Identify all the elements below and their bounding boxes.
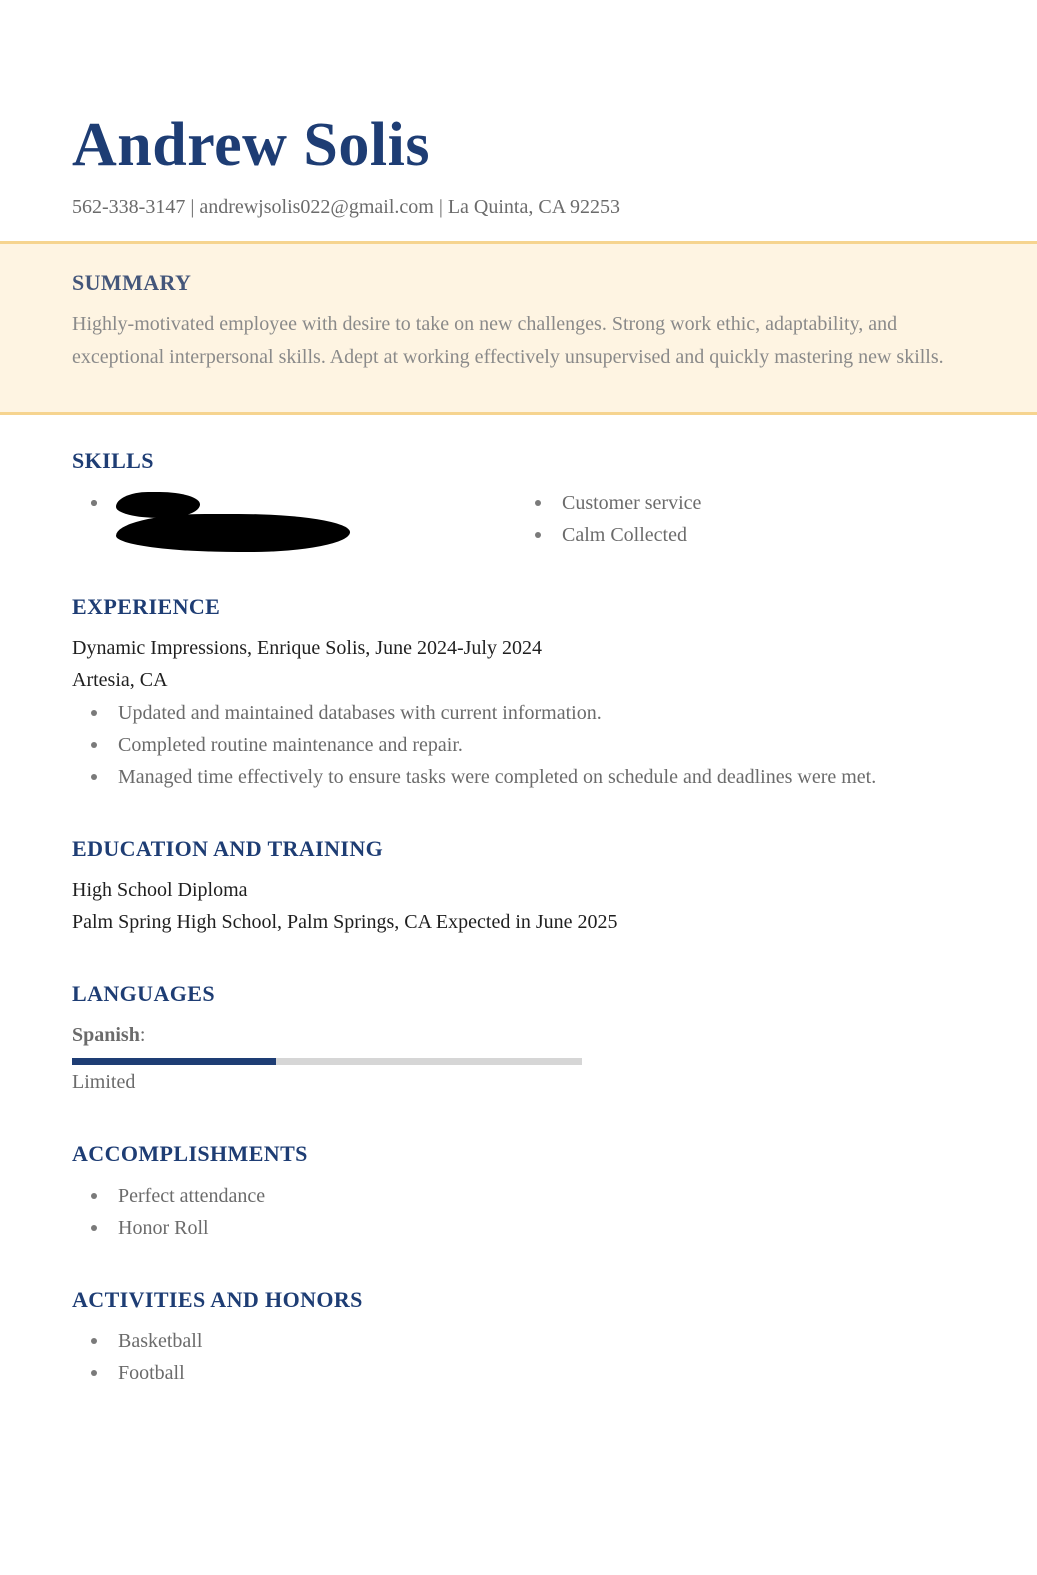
language-label: [72, 1019, 145, 1051]
accomplishments-title: ACCOMPLISHMENTS: [72, 1141, 308, 1166]
experience-bullet: Managed time effectively to ensure tasks were completed on schedule and deadlines were met.: [72, 761, 876, 793]
language-level-bar: [72, 1058, 582, 1065]
redaction-mark: [116, 514, 350, 552]
experience-bullets: [72, 697, 876, 793]
summary-text: Highly-motivated employee with desire to take on new challenges. Strong work ethic, adaptability, and exceptional interpersonal skills. Adept at working effectively unsupervised and quickly mastering new skills.: [72, 313, 944, 368]
skill-item: Customer service: [516, 487, 701, 519]
experience-bullet: Completed routine maintenance and repair.: [72, 729, 876, 761]
candidate-name: Andrew Solis: [72, 111, 430, 179]
languages-title: LANGUAGES: [72, 981, 215, 1006]
accomplishments-list: [72, 1180, 265, 1244]
skills-title: SKILLS: [72, 448, 154, 473]
accomplishment-item: Perfect attendance: [72, 1180, 265, 1212]
experience-title: EXPERIENCE: [72, 594, 221, 619]
experience-location: Artesia, CA: [72, 669, 168, 691]
experience-bullet: Updated and maintained databases with current information.: [72, 697, 876, 729]
activity-item: Football: [72, 1357, 202, 1389]
accomplishment-item: Honor Roll: [72, 1212, 265, 1244]
language-level-fill: [72, 1058, 276, 1065]
activities-title: ACTIVITIES AND HONORS: [72, 1287, 363, 1312]
education-title: EDUCATION AND TRAINING: [72, 836, 384, 861]
contact-line: 562-338-3147 | andrewjsolis022@gmail.com | La Quinta, CA 92253: [72, 196, 621, 218]
summary-title: SUMMARY: [72, 270, 192, 295]
education-school: Palm Spring High School, Palm Springs, CA Expected in June 2025: [72, 911, 618, 933]
skills-list-right: [516, 487, 701, 551]
education-degree: High School Diploma: [72, 879, 248, 901]
activity-item: Basketball: [72, 1325, 202, 1357]
experience-employer: Dynamic Impressions, Enrique Solis, June 2024-July 2024: [72, 637, 542, 659]
language-level: Limited: [72, 1071, 136, 1093]
skill-item: Calm Collected: [516, 519, 701, 551]
language-name: Spanish: [72, 1024, 140, 1046]
activities-list: [72, 1325, 202, 1389]
language-separator: :: [139, 1024, 146, 1046]
